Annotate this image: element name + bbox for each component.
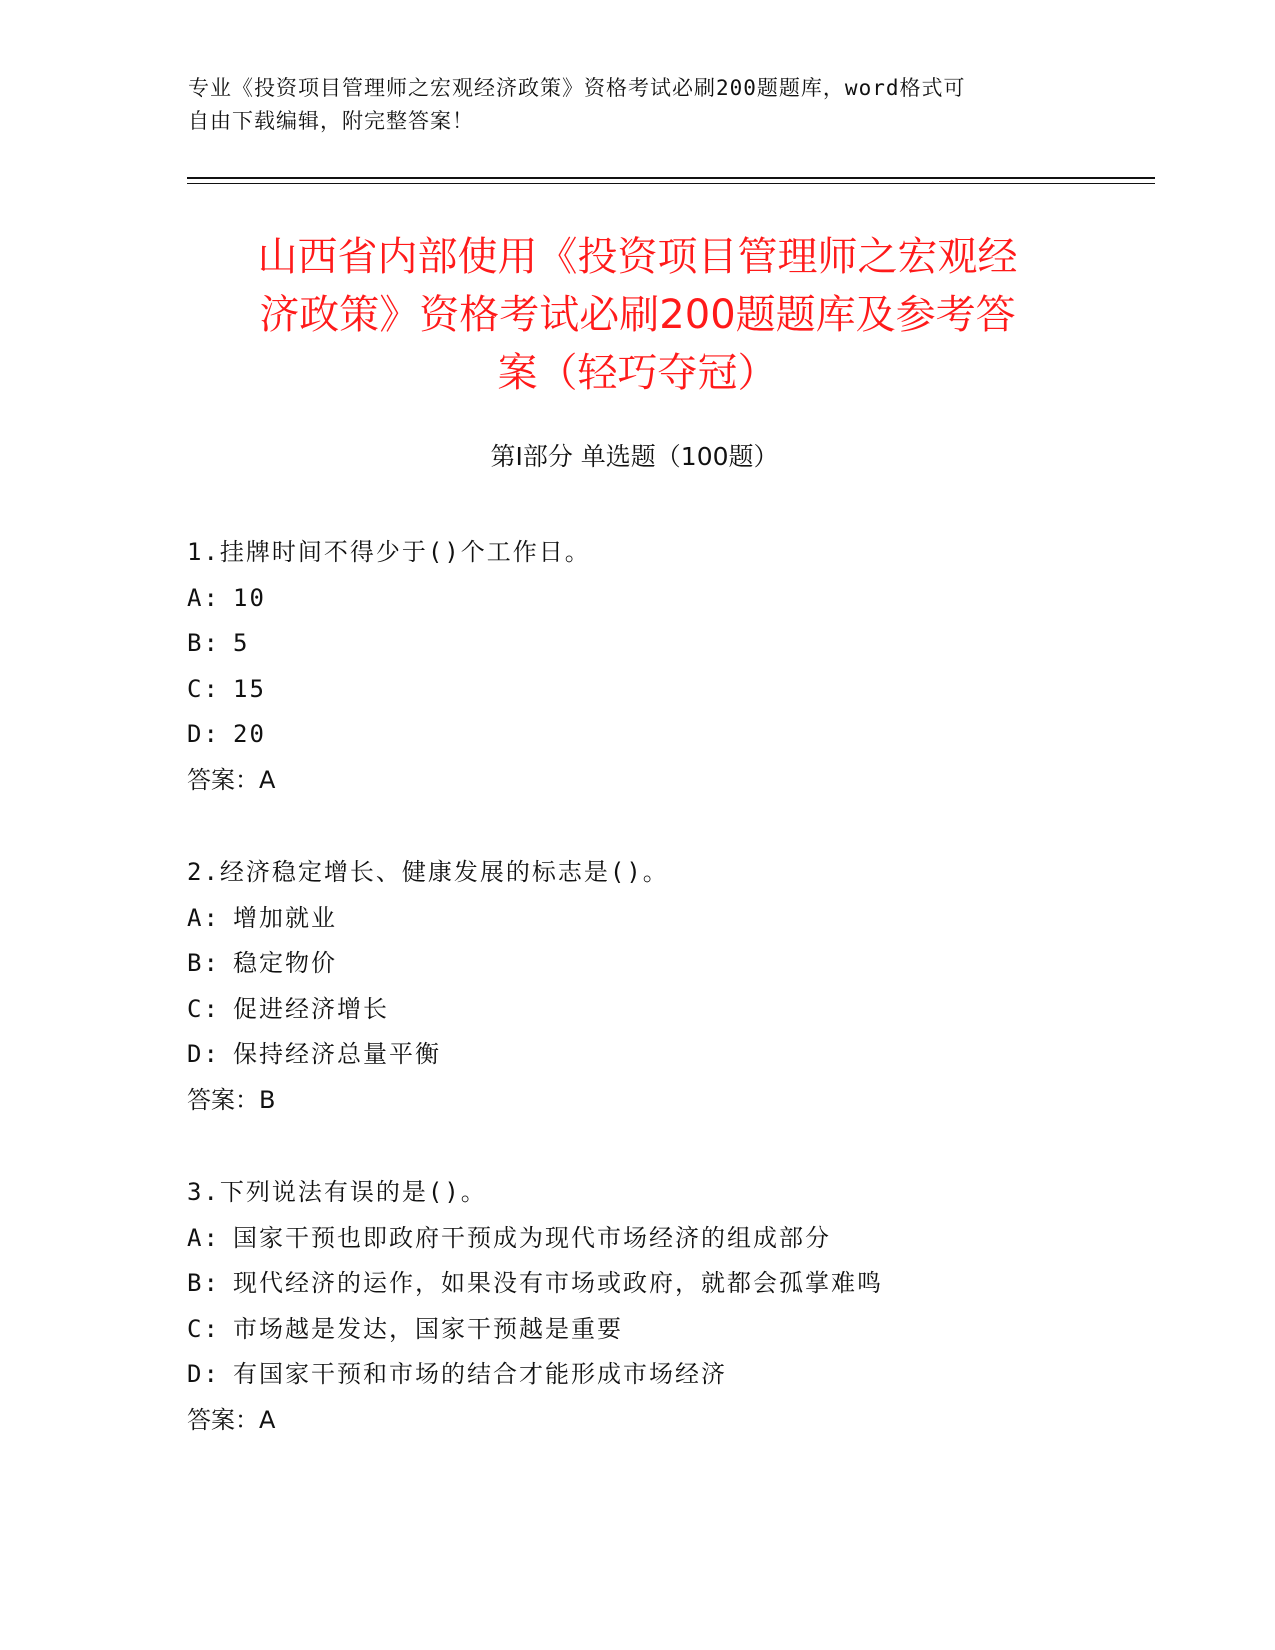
option-a: [187, 896, 1087, 942]
question-3: [187, 1170, 1087, 1443]
option-text: 5: [233, 629, 250, 657]
option-letter: D:: [187, 720, 220, 748]
option-c: [187, 1307, 1087, 1353]
document-title-line-2: 济政策》资格考试必刷200题题库及参考答: [259, 292, 1016, 338]
answer-line: [187, 1078, 1087, 1124]
option-text: 促进经济增长: [233, 994, 389, 1023]
option-letter: B:: [187, 1269, 220, 1297]
option-text: 有国家干预和市场的结合才能形成市场经济: [233, 1360, 727, 1388]
question-stem: 3.下列说法有误的是()。: [187, 1178, 487, 1206]
answer-value: B: [259, 1085, 276, 1114]
option-text: 20: [233, 720, 266, 748]
option-text: 15: [233, 674, 266, 703]
document-title-line-1: 山西省内部使用《投资项目管理师之宏观经: [257, 234, 1018, 280]
question-list: [187, 530, 1087, 1490]
option-letter: B:: [187, 949, 220, 977]
option-text: 增加就业: [233, 903, 337, 932]
option-text: 国家干预也即政府干预成为现代市场经济的组成部分: [233, 1223, 831, 1252]
option-letter: D:: [187, 1040, 220, 1068]
answer-label: 答案：: [187, 1085, 259, 1114]
option-b: [187, 1261, 1087, 1307]
question-stem: 2.经济稳定增长、健康发展的标志是()。: [187, 858, 669, 886]
answer-label: 答案：: [187, 765, 259, 794]
option-c: [187, 987, 1087, 1033]
option-letter: A:: [187, 1223, 220, 1252]
option-d: [187, 712, 1087, 758]
option-letter: A:: [187, 583, 220, 612]
question-stem: 1.挂牌时间不得少于()个工作日。: [187, 538, 591, 566]
answer-line: [187, 1398, 1087, 1444]
option-d: [187, 1032, 1087, 1078]
option-text: 稳定物价: [233, 949, 337, 977]
option-text: 10: [233, 583, 266, 612]
document-title: [190, 228, 1085, 402]
header-divider-thin: [187, 183, 1155, 184]
option-a: [187, 576, 1087, 622]
answer-value: A: [259, 765, 276, 794]
answer-line: [187, 758, 1087, 804]
answer-label: 答案：: [187, 1405, 259, 1434]
option-letter: C:: [187, 994, 220, 1023]
option-b: [187, 941, 1087, 987]
header-divider-thick: [187, 177, 1155, 179]
header-note-line-2: 自由下载编辑，附完整答案！: [188, 109, 474, 133]
option-c: [187, 667, 1087, 713]
option-letter: A:: [187, 903, 220, 932]
question-2: [187, 850, 1087, 1123]
option-letter: C:: [187, 1314, 220, 1343]
answer-value: A: [259, 1405, 276, 1434]
option-d: [187, 1352, 1087, 1398]
option-a: [187, 1216, 1087, 1262]
question-1: [187, 530, 1087, 803]
header-note: [188, 72, 1068, 138]
option-letter: D:: [187, 1360, 220, 1388]
option-letter: B:: [187, 629, 220, 657]
option-text: 现代经济的运作，如果没有市场或政府，就都会孤掌难鸣: [233, 1269, 883, 1297]
option-b: [187, 621, 1087, 667]
header-note-line-1: 专业《投资项目管理师之宏观经济政策》资格考试必刷200题题库，word格式可: [188, 76, 966, 100]
section-title: 第Ⅰ部分 单选题（100题）: [490, 442, 779, 471]
option-text: 市场越是发达，国家干预越是重要: [233, 1314, 623, 1343]
document-title-line-3: 案（轻巧夺冠）: [497, 350, 778, 396]
option-text: 保持经济总量平衡: [233, 1040, 441, 1068]
option-letter: C:: [187, 674, 220, 703]
